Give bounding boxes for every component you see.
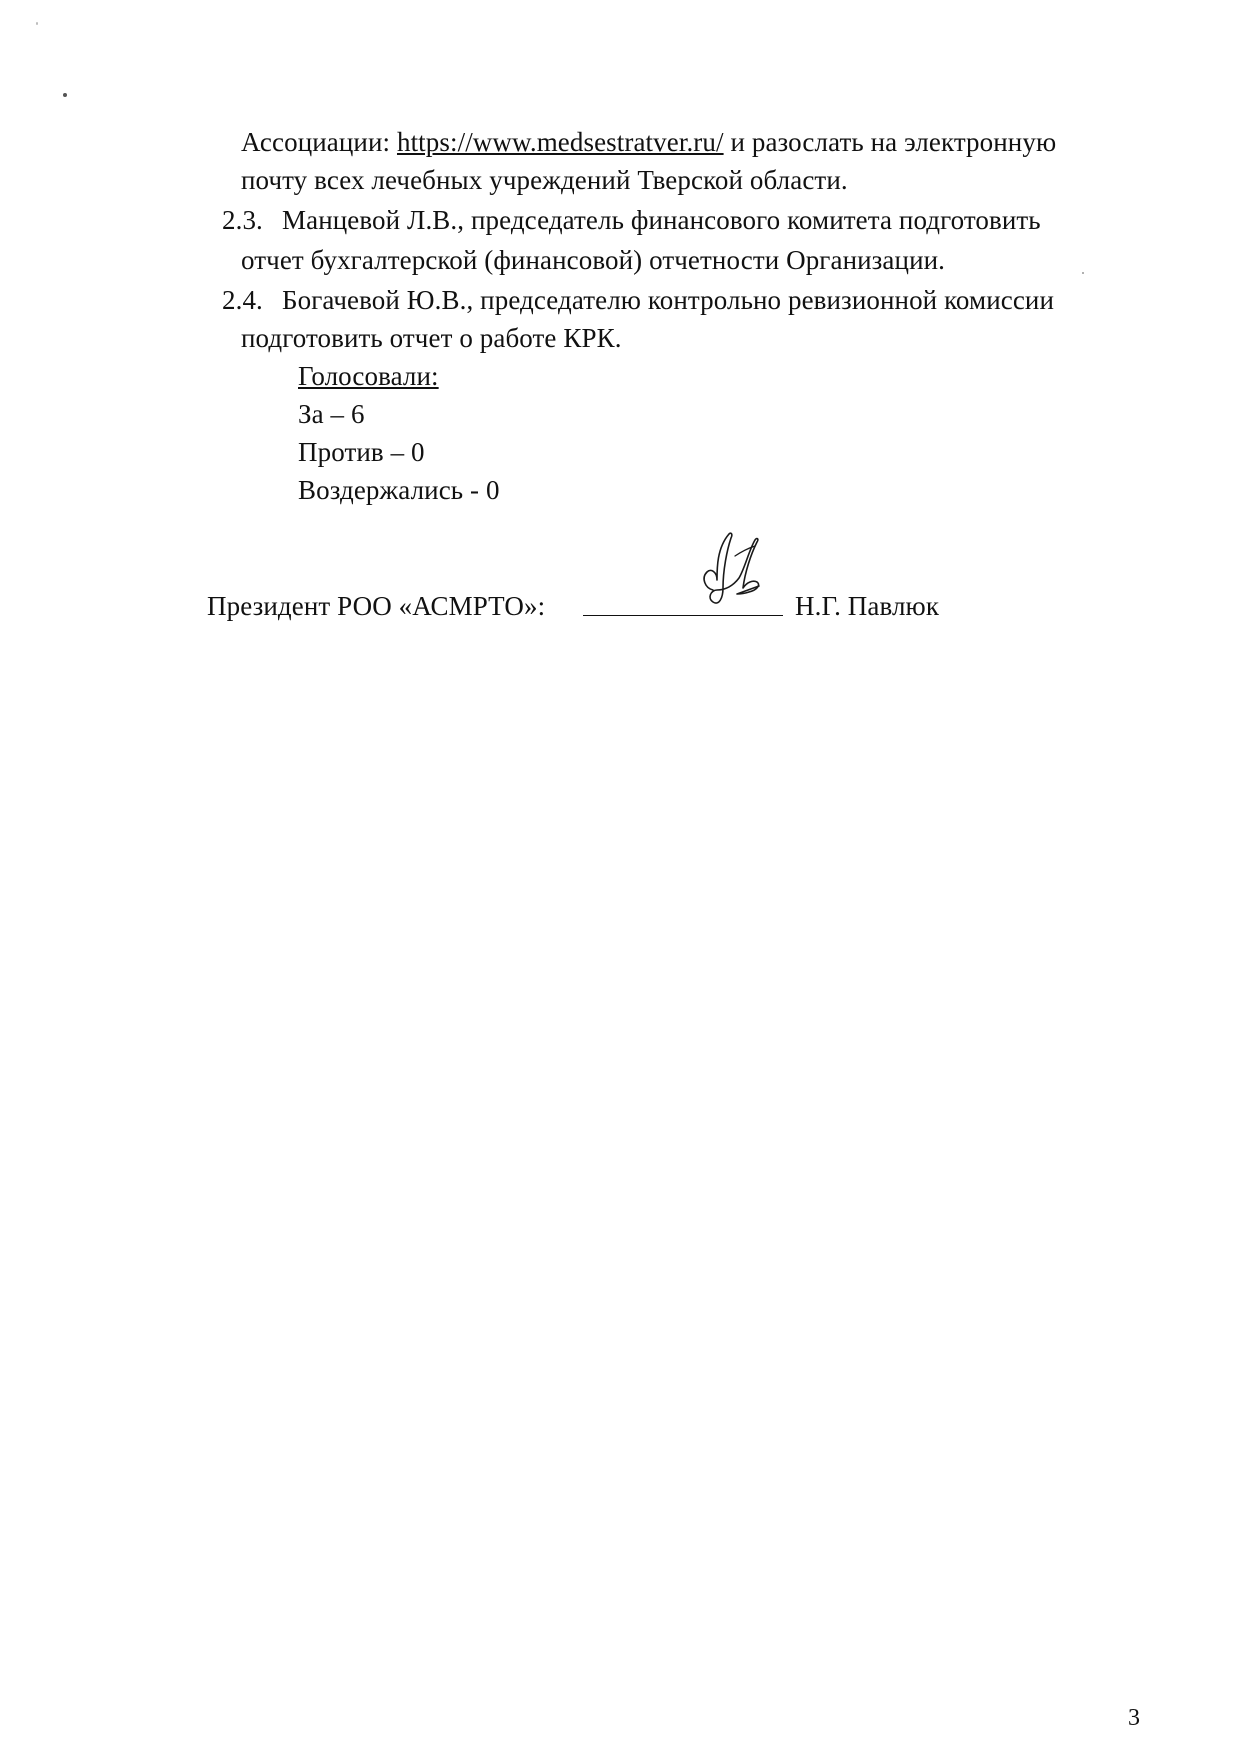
vote-abstained: Воздержались - 0 xyxy=(298,475,500,505)
signatory-title: Президент РОО «АСМРТО»: xyxy=(207,591,546,621)
association-url-link[interactable]: https://www.medsestratver.ru/ xyxy=(396,127,724,157)
list-item-2-4-line-1 xyxy=(222,284,1054,316)
list-item-2-4-line-2: подготовить отчет о работе КРК. xyxy=(241,323,622,353)
paragraph-top-line-1 xyxy=(241,126,1056,158)
scan-speck xyxy=(63,93,67,97)
page-number: 3 xyxy=(1128,1705,1140,1731)
list-item-number: 2.3. xyxy=(222,205,263,235)
scan-speck xyxy=(1082,272,1084,274)
list-item-2-3-line-1 xyxy=(222,204,1041,236)
list-item-number: 2.4. xyxy=(222,285,263,315)
handwritten-signature-icon xyxy=(683,528,783,614)
list-item-2-3-line-2: отчет бухгалтерской (финансовой) отчетности Организации. xyxy=(241,245,946,275)
vote-for: За – 6 xyxy=(298,399,365,429)
vote-against: Против – 0 xyxy=(298,437,425,467)
list-item-text: Богачевой Ю.В., председателю контрольно ревизионной комиссии xyxy=(282,285,1055,315)
paragraph-prefix: Ассоциации: xyxy=(241,127,397,157)
paragraph-suffix: и разослать на электронную xyxy=(723,127,1057,157)
list-item-text: Манцевой Л.В., председатель финансового комитета подготовить xyxy=(282,205,1041,235)
signature-line xyxy=(583,615,783,616)
scan-speck xyxy=(36,22,38,25)
vote-heading: Голосовали: xyxy=(298,361,439,391)
paragraph-top-line-2: почту всех лечебных учреждений Тверской области. xyxy=(241,165,848,195)
signatory-name: Н.Г. Павлюк xyxy=(795,591,940,621)
